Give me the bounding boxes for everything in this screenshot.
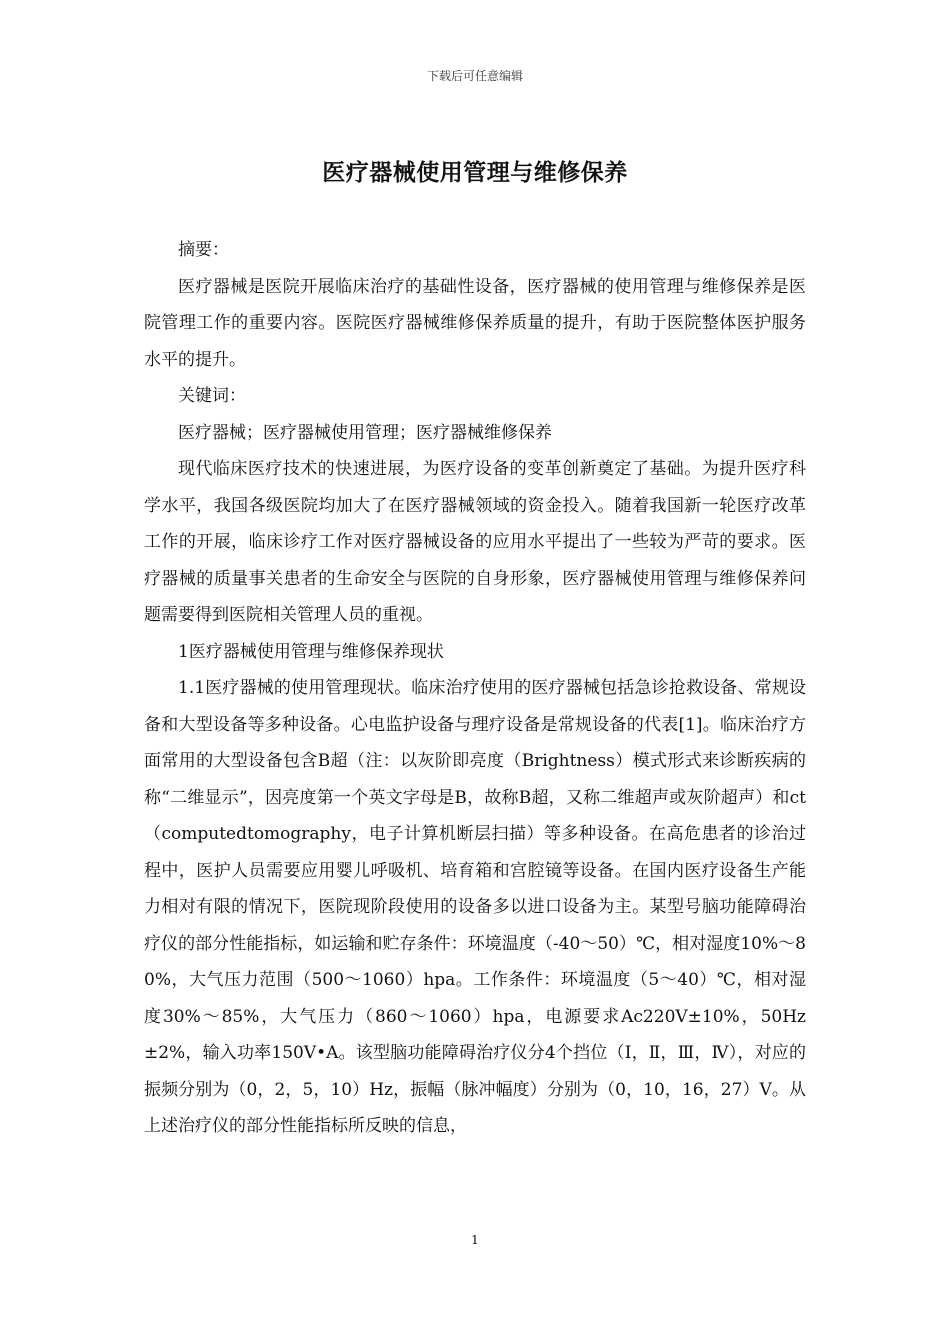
subsection-paragraph: 1.1医疗器械的使用管理现状。临床治疗使用的医疗器械包括急诊抢救设备、常规设备和大型设备等多种设备。心电监护设备与理疗设备是常规设备的代表[1]。临床治疗方面常用的大型设备包含B超（注：以灰阶即亮度（Brightness）模式形式来诊断疾病的称“二维显示”，因亮度第一个英文字母是B，故称B超，又称二维超声或灰阶超声）和ct（computedtomography，电子计算机断层扫描）等多种设备。在高危患者的诊治过程中，医护人员需要应用婴儿呼吸机、培育箱和宫腔镜等设备。在国内医疗设备生产能力相对有限的情况下，医院现阶段使用的设备多以进口设备为主。某型号脑功能障碍治疗仪的部分性能指标，如运输和贮存条件：环境温度（-40～50）℃，相对湿度10%～80%，大气压力范围（500～1060）hpa。工作条件：环境温度（5～40）℃，相对湿度30%～85%，大气压力（860～1060）hpa，电源要求Ac220V±10%，50Hz±2%，输入功率150V•A。该型脑功能障碍治疗仪分4个挡位（Ⅰ，Ⅱ，Ⅲ，Ⅳ），对应的振频分别为（0，2，5，10）Hz，振幅（脉冲幅度）分别为（0，10，16，27）V。从上述治疗仪的部分性能指标所反映的信息， xyxy=(144,678,806,1136)
header-note: 下载后可任意编辑 xyxy=(426,69,523,83)
keywords-text: 医疗器械；医疗器械使用管理；医疗器械维修保养 xyxy=(178,422,552,443)
document-body xyxy=(144,232,806,1145)
abstract-text: 医疗器械是医院开展临床治疗的基础性设备，医疗器械的使用管理与维修保养是医院管理工作的重要内容。医院医疗器械维修保养质量的提升，有助于医院整体医护服务水平的提升。 xyxy=(144,276,806,370)
page-number: 1 xyxy=(471,1233,479,1247)
abstract-label: 摘要： xyxy=(178,240,229,260)
section-heading: 1医疗器械使用管理与维修保养现状 xyxy=(178,641,444,662)
keywords-label: 关键词： xyxy=(178,386,246,406)
intro-paragraph: 现代临床医疗技术的快速进展，为医疗设备的变革创新奠定了基础。为提升医疗科学水平，我国各级医院均加大了在医疗器械领域的资金投入。随着我国新一轮医疗改革工作的开展，临床诊疗工作对医疗器械设备的应用水平提出了一些较为严苛的要求。医疗器械的质量事关患者的生命安全与医院的自身形象，医疗器械使用管理与维修保养问题需要得到医院相关管理人员的重视。 xyxy=(144,459,806,625)
document-title: 医疗器械使用管理与维修保养 xyxy=(322,160,628,186)
